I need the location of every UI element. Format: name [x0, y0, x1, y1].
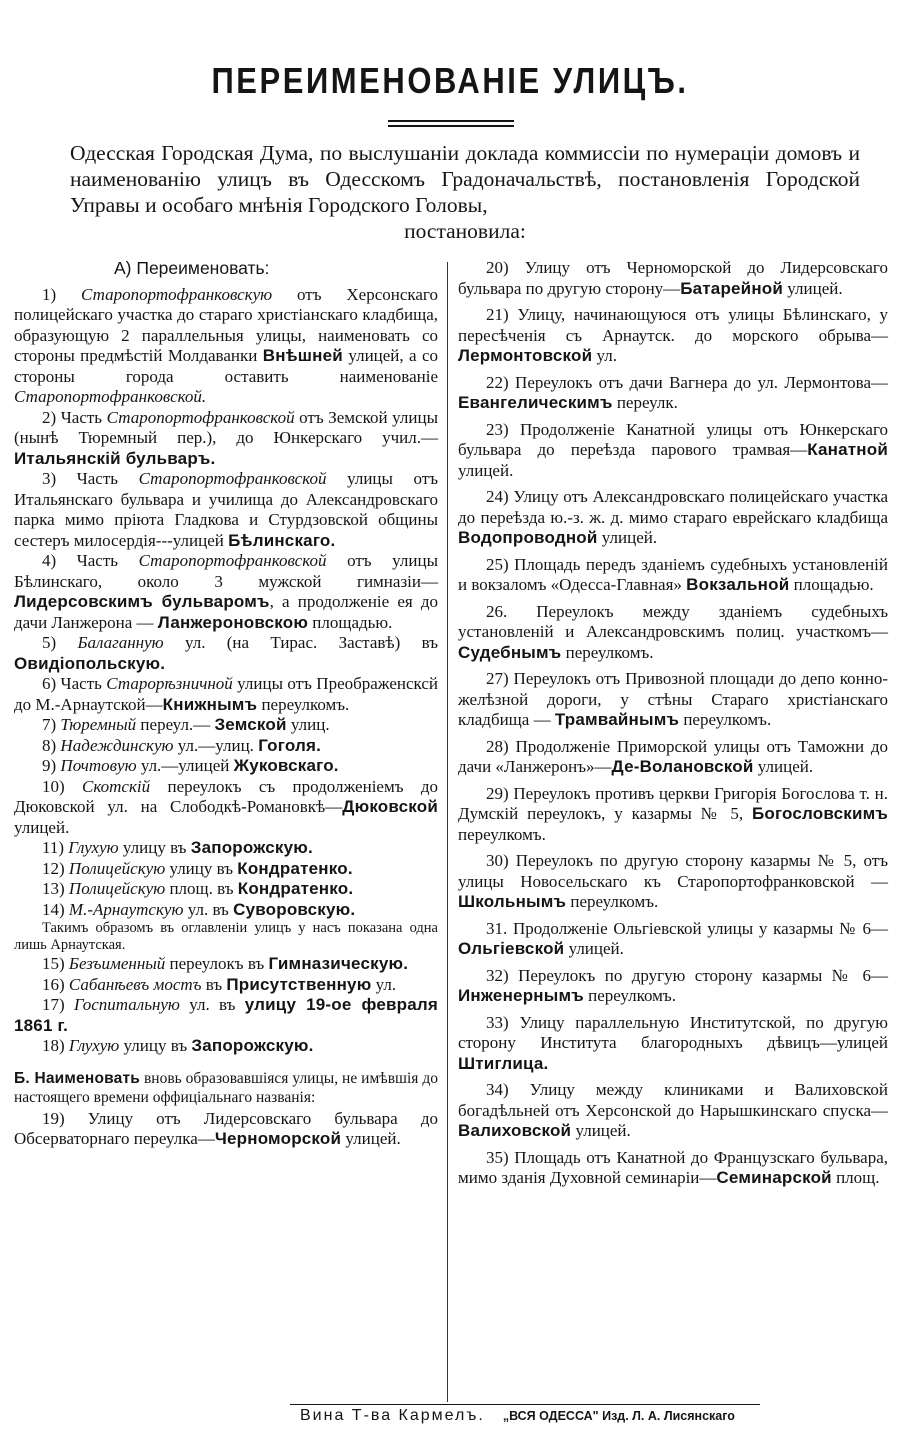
right-items [458, 258, 888, 1189]
list-item [14, 900, 438, 921]
item-text: 24) Улицу отъ Александровскаго полицейскаго участка до переѣзда ю.-з. ж. д. мимо стараго еврейскаго кладбища [458, 487, 888, 527]
old-street-name: Скотскій [82, 776, 151, 796]
list-item [14, 777, 438, 839]
list-item [458, 1148, 888, 1189]
item-text: 28) Продолженіе Приморской улицы отъ Таможни до дачи «Ланжеронъ»— [458, 736, 888, 776]
item-text: улицей. [14, 817, 70, 837]
item-text: площадью. [789, 575, 874, 594]
item-text: переулкомъ. [561, 642, 654, 662]
item-text: отъ Земской улицы (нынѣ Тюремный пер.), до Юнкерскаго учил.— [14, 407, 439, 447]
list-item [458, 669, 888, 731]
item-text: 22) Переулокъ отъ дачи Вагнера до ул. Лермонтова— [486, 372, 888, 392]
intro-resolution: постановила: [404, 219, 526, 243]
new-street-name: Лермонтовской [458, 346, 593, 365]
list-item [14, 756, 438, 777]
publisher-imprint: „ВСЯ ОДЕССА" Изд. Л. А. Лисянскаго [502, 1409, 735, 1423]
item-text: 2) Часть [42, 407, 107, 427]
item-text: переулкомъ. [257, 694, 350, 714]
item-text: площ. въ [165, 879, 238, 898]
item-text: улицу въ [165, 858, 238, 878]
new-street-name: Книжнымъ [162, 694, 258, 714]
item-text: улицей. [341, 1129, 401, 1148]
item-text: 11) [42, 838, 69, 857]
item-text: 17) [42, 995, 74, 1014]
column-divider [447, 262, 448, 1402]
left-items [14, 285, 438, 1057]
new-street-name: Дюковской [342, 797, 438, 816]
item-text: 31. Продолженіе Ольгіевской улицы у казармы № 6— [486, 918, 888, 938]
item-text: 30) Переулокъ по другую сторону казармы № 5, отъ улицы Новосельскаго къ Старопортофранковской — [458, 851, 888, 891]
new-street-name: Трамвайнымъ [554, 710, 680, 729]
old-street-name: Глухую [68, 838, 119, 857]
item-text: улицей. [564, 939, 624, 958]
list-item [14, 879, 438, 900]
item-text: 26. Переулокъ между зданіемъ судебныхъ установленій и Александровскимъ полиц. участкомъ— [458, 601, 888, 641]
new-street-name: Черноморской [214, 1129, 342, 1148]
new-street-name: Водопроводной [458, 528, 598, 547]
item-text: 29) Переулокъ противъ церкви Григорія Богослова т. н. Думскій переулокъ, у казармы № 5, [458, 783, 888, 823]
left-column [14, 258, 438, 1150]
item-text: 23) Продолженіе Канатной улицы отъ Юнкерскаго бульвара до переѣзда парового трамвая— [458, 419, 888, 459]
list-item [14, 838, 438, 859]
new-street-name: Евангелическимъ [458, 393, 613, 412]
new-street-name: Семинарской [716, 1168, 832, 1187]
item-text: 3) Часть [42, 469, 139, 488]
new-street-name: Присутственную [226, 974, 372, 994]
new-street-name: Валиховской [458, 1121, 572, 1140]
item-text: 33) Улицу параллельную Институтской, по другую сторону Института благородныхъ дѣвицъ—улицей [458, 1012, 888, 1052]
item-text: 7) [42, 715, 61, 734]
new-street-name: Кондратенко. [237, 879, 354, 898]
item-text: 32) Переулокъ по другую сторону казармы № 6— [486, 965, 888, 985]
item-text: переулкомъ. [583, 986, 676, 1005]
item-text: улицей. [571, 1121, 631, 1140]
note-paragraph [14, 920, 438, 954]
new-street-name: Лидерсовскимъ бульваромъ [14, 592, 270, 611]
item-text: 6) Часть [42, 674, 107, 693]
old-street-name: Почтовую [60, 756, 137, 775]
old-street-name: Балаганную [77, 633, 164, 652]
item-text: переулкомъ. [458, 824, 546, 844]
old-street-name: Госпитальную [73, 995, 180, 1014]
printer-imprint: Вина Т-ва Кармелъ. [300, 1407, 485, 1424]
item-text: переулокъ въ [165, 954, 269, 973]
list-item [458, 966, 888, 1007]
item-text: 13) [42, 879, 69, 898]
new-street-name: Ольгіевской [458, 939, 565, 958]
list-item [14, 1036, 438, 1057]
old-street-name: Старопортофранковской [138, 469, 327, 488]
item-text: 35) Площадь отъ Канатной до Французскаго бульвара, мимо зданія Духовной семинаріи— [458, 1147, 888, 1187]
list-item [14, 551, 438, 633]
item-text: Такимъ образомъ въ оглавленіи улицъ у насъ показана одна лишь Арнаутская. [14, 920, 438, 953]
list-item [458, 919, 888, 960]
old-street-name: Глухую [68, 1036, 120, 1055]
new-street-name: Запорожскую. [190, 838, 313, 857]
list-item [458, 851, 888, 913]
item-text: переулк. [612, 393, 678, 412]
item-text: 25) Площадь передъ зданіемъ судебныхъ установленій и вокзаломъ «Одесса-Главная» [458, 554, 888, 594]
item-text: площадью. [308, 612, 393, 632]
item-text: улицей, а со стороны города оставить наименованіе [14, 346, 439, 386]
new-street-name: Суворовскую. [233, 899, 356, 919]
list-item [14, 674, 438, 715]
new-street-name: Богословскимъ [751, 804, 888, 823]
old-street-name: Надеждинскую [60, 735, 174, 755]
item-text: 20) Улицу отъ Черноморской до Лидерсовскаго бульвара по другую сторону— [458, 258, 888, 298]
old-street-name: Старопортофранковской. [14, 387, 207, 406]
item-text: ул. [592, 346, 617, 365]
item-text: 19) Улицу отъ Лидерсовскаго бульвара до Обсерваторнаго переулка— [14, 1108, 438, 1148]
new-street-name: Ланжероновскою [157, 612, 309, 632]
list-item [14, 715, 438, 736]
item-text: переулокъ съ продолженіемъ до Дюковской ул. на Слободкѣ-Романовкѣ— [14, 776, 438, 816]
item-text: 16) [42, 974, 69, 994]
page-title: ПЕРЕИМЕНОВАНІЕ УЛИЦЪ. [211, 60, 689, 101]
item-text: улицы отъ Преображенсксй до М.-Арнаутской— [14, 674, 438, 714]
new-street-name: Итальянскій бульваръ. [14, 448, 216, 468]
list-item [14, 736, 438, 757]
list-item [458, 420, 888, 482]
list-item [458, 555, 888, 596]
list-item [458, 602, 888, 664]
list-item [14, 859, 438, 880]
item-text: 5) [42, 633, 78, 652]
footer-rule [290, 1404, 760, 1405]
left-items-b [14, 1109, 438, 1150]
footer [300, 1407, 896, 1425]
item-text: улицы отъ Итальянскаго бульвара и училища до Александровскаго парка мимо пріюта Гладкова и Стурдзовской общины сестеръ милосердія---улицей [14, 469, 438, 550]
new-street-name: Батарейной [680, 278, 784, 298]
item-text: , а продолженіе ея до дачи Ланжерона — [14, 592, 438, 632]
item-text: ул. въ [179, 995, 245, 1014]
list-item [458, 784, 888, 846]
item-text: 1) [42, 284, 82, 304]
item-text: 18) [42, 1036, 69, 1055]
item-text: 10) [42, 776, 82, 796]
list-item [458, 1080, 888, 1142]
old-street-name: Старорѣзничной [106, 674, 233, 693]
new-street-name: Земской [214, 715, 287, 734]
item-text: улиц. [286, 715, 330, 734]
old-street-name: Старопортофранковскую [81, 284, 273, 304]
section-b-heading [14, 1069, 438, 1107]
item-text: 14) [42, 899, 69, 919]
intro-paragraph [70, 140, 860, 244]
list-item [14, 408, 438, 470]
item-text: ул. (на Тирас. Заставѣ) въ [163, 633, 438, 652]
new-street-name: улицу 19-ое февраля 1861 г. [14, 995, 438, 1035]
item-text: 21) Улицу, начинающуюся отъ улицы Бѣлинскаго, у пересѣченія съ Арнаутск. до морского обрыва— [458, 305, 888, 345]
new-street-name: Инженернымъ [458, 986, 584, 1005]
intro-text: Одесская Городская Дума, по выслушаніи доклада коммиссіи по нумераціи домовъ и наименованію улицъ въ Одесскомъ Градоначальствѣ, постановленія Городской Управы и особаго мнѣнія Городского Головы, [70, 141, 860, 217]
item-text: переулкомъ. [679, 710, 772, 729]
new-street-name: Де-Волановской [611, 757, 754, 776]
new-street-name: Запорожскую. [191, 1036, 314, 1055]
list-item [14, 285, 438, 408]
new-street-name: Штиглица. [458, 1053, 549, 1073]
list-item [14, 954, 438, 975]
list-item [458, 258, 888, 299]
list-item [14, 469, 438, 551]
new-street-name: Жуковскаго. [233, 756, 339, 775]
item-text: улицу въ [119, 1036, 192, 1055]
list-item [14, 995, 438, 1036]
item-text: 8) [42, 735, 61, 755]
old-street-name: Полицейскую [68, 858, 166, 878]
new-street-name: Гоголя. [258, 735, 322, 755]
new-street-name: Гимназическую. [268, 954, 409, 973]
item-text: улицей. [458, 460, 514, 480]
new-street-name: Вокзальной [686, 575, 790, 594]
item-text: улицей. [783, 278, 843, 298]
list-item [458, 1013, 888, 1075]
item-text: улицей. [597, 528, 658, 547]
new-street-name: Бѣлинскаго. [228, 530, 336, 550]
item-text: отъ Херсонскаго полицейскаго участка до стараго христіанскаго кладбища, образующую 2 параллельныя улицы, наименовать со стороны предмѣстій Молдаванки [14, 284, 438, 365]
old-street-name: Старопортофранковской [138, 551, 327, 570]
section-a-heading: А) Переименовать: [114, 258, 270, 278]
list-item [458, 373, 888, 414]
new-street-name: Кондратенко. [237, 858, 353, 878]
item-text: 4) Часть [42, 551, 139, 570]
list-item [14, 633, 438, 674]
new-street-name: Школьнымъ [458, 892, 567, 911]
item-text: улицу въ [118, 838, 191, 857]
list-item [14, 975, 438, 996]
old-street-name: Старопортофранковской [106, 407, 295, 427]
item-text: въ [201, 974, 227, 994]
old-street-name: М.-Арнаутскую [68, 899, 184, 919]
list-item [458, 737, 888, 778]
new-street-name: Внѣшней [262, 346, 343, 365]
item-text: ул.—улицей [136, 756, 234, 775]
item-text: площ. [831, 1168, 880, 1187]
item-text: 15) [42, 954, 69, 973]
item-text: отъ улицы Бѣлинскаго, около 3 мужской гимназіи— [14, 551, 438, 591]
item-text: 9) [42, 756, 61, 775]
item-text: ул. въ [183, 899, 234, 919]
new-street-name: Овидіопольскую. [14, 653, 166, 673]
list-item [458, 305, 888, 367]
list-item [458, 487, 888, 549]
old-street-name: Тюремный [60, 715, 137, 734]
item-text: ул. [371, 974, 397, 994]
old-street-name: Полицейскую [68, 879, 166, 898]
list-item [14, 1109, 438, 1150]
item-text: переулкомъ. [566, 892, 659, 911]
right-column [458, 258, 888, 1195]
item-text: переул.— [136, 715, 215, 734]
new-street-name: Канатной [807, 440, 888, 459]
section-b-title: Б. Наименовать [14, 1069, 140, 1087]
item-text: 12) [42, 858, 69, 878]
new-street-name: Судебнымъ [458, 642, 562, 662]
item-text: улицей. [753, 757, 814, 776]
item-text: ул.—улиц. [173, 735, 259, 755]
item-text: 34) Улицу между клиниками и Валиховской богадѣльней отъ Херсонской до Нарышкинскаго спуска— [458, 1080, 888, 1120]
title-double-rule [388, 120, 514, 127]
old-street-name: Сабанѣевъ мостъ [68, 974, 202, 994]
section-b-text: вновь образовавшіяся улицы, не имѣвшія до настоящего времени оффиціальнаго названія: [14, 1069, 438, 1106]
item-text: 27) Переулокъ отъ Привозной площади до депо конно-желѣзной дороги, у стѣны Стараго христіанскаго кладбища — [458, 669, 888, 729]
old-street-name: Безъименный [68, 954, 166, 973]
